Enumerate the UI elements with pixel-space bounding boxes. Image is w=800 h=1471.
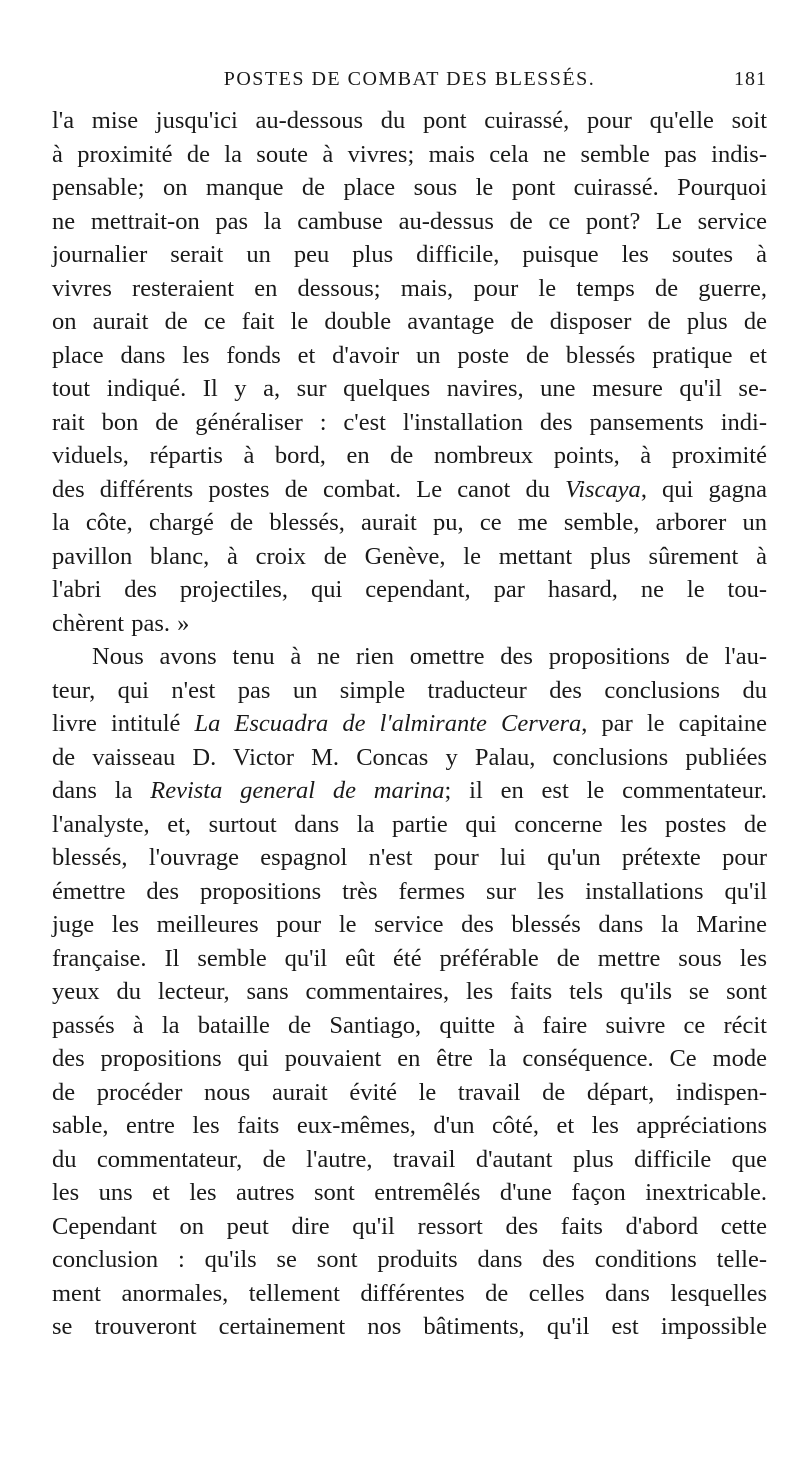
text-line: on aurait de ce fait le double avantage de disposer de plus de	[52, 308, 767, 335]
text-line: à proximité de la soute à vivres; mais cela ne semble pas indis-	[52, 140, 767, 168]
page-number: 181	[734, 68, 767, 90]
text-line: l'analyste, et, surtout dans la partie qui concerne les postes de	[52, 810, 767, 838]
text-line: l'abri des projectiles, qui cependant, par hasard, ne le tou-	[52, 576, 767, 603]
text-line: journalier serait un peu plus difficile, puisque les soutes à	[52, 241, 767, 268]
text-line: yeux du lecteur, sans commentaires, les faits tels qu'ils se sont	[52, 978, 767, 1005]
page-header	[52, 64, 767, 94]
text-line: des différents postes de combat. Le canot du Viscaya, qui gagna	[52, 475, 767, 503]
text-line: pavillon blanc, à croix de Genève, le mettant plus sûrement à	[52, 542, 767, 570]
text-line: émettre des propositions très fermes sur les installations qu'il	[52, 877, 767, 905]
text-line: de procéder nous aurait évité le travail de départ, indispen-	[52, 1078, 767, 1106]
text-line: juge les meilleures pour le service des blessés dans la Marine	[52, 911, 767, 938]
text-line: les uns et les autres sont entremêlés d'une façon inextricable.	[52, 1179, 767, 1206]
text-line: la côte, chargé de blessés, aurait pu, ce me semble, arborer un	[52, 509, 767, 536]
text-line: blessés, l'ouvrage espagnol n'est pour lui qu'un prétexte pour	[52, 844, 767, 871]
text-line: passés à la bataille de Santiago, quitte à faire suivre ce récit	[52, 1011, 767, 1039]
text-line: dans la Revista general de marina; il en est le commentateur.	[52, 777, 767, 804]
text-line: des propositions qui pouvaient en être la conséquence. Ce mode	[52, 1045, 767, 1072]
text-line: du commentateur, de l'autre, travail d'autant plus difficile que	[52, 1145, 767, 1173]
text-line: conclusion : qu'ils se sont produits dans des conditions telle-	[52, 1246, 767, 1273]
text-line: ne mettrait-on pas la cambuse au-dessus de ce pont? Le service	[52, 207, 767, 235]
running-title: POSTES DE COMBAT DES BLESSÉS.	[223, 68, 596, 90]
text-line: Nous avons tenu à ne rien omettre des propositions de l'au-	[92, 643, 767, 670]
text-line: française. Il semble qu'il eût été préférable de mettre sous les	[52, 944, 767, 972]
text-line: pensable; on manque de place sous le pont cuirassé. Pourquoi	[52, 174, 767, 201]
text-line: ment anormales, tellement différentes de celles dans lesquelles	[52, 1279, 767, 1307]
text-line: se trouveront certainement nos bâtiments, qu'il est impossible	[52, 1313, 767, 1340]
text-line: de vaisseau D. Victor M. Concas y Palau, conclusions publiées	[52, 743, 767, 771]
body-text	[52, 104, 767, 1344]
text-line: chèrent pas. »	[52, 609, 190, 637]
text-line: livre intitulé La Escuadra de l'almirante Cervera, par le capitaine	[52, 710, 767, 737]
text-line: vivres resteraient en dessous; mais, pour le temps de guerre,	[52, 274, 767, 302]
text-line: place dans les fonds et d'avoir un poste de blessés pratique et	[52, 341, 767, 369]
italic-title: La Escuadra de l'almirante Cervera	[194, 710, 582, 737]
text-line: Cependant on peut dire qu'il ressort des faits d'abord cette	[52, 1212, 767, 1240]
text-line: tout indiqué. Il y a, sur quelques navires, une mesure qu'il se-	[52, 375, 767, 402]
italic-title: Viscaya	[565, 475, 641, 503]
text-line: viduels, répartis à bord, en de nombreux points, à proximité	[52, 442, 767, 469]
text-line: sable, entre les faits eux-mêmes, d'un côté, et les appréciations	[52, 1112, 767, 1139]
italic-title: Revista general de marina	[150, 777, 445, 804]
text-line: teur, qui n'est pas un simple traducteur des conclusions du	[52, 676, 767, 704]
text-line: rait bon de généraliser : c'est l'installation des pansements indi-	[52, 408, 767, 436]
text-line: l'a mise jusqu'ici au-dessous du pont cuirassé, pour qu'elle soit	[52, 107, 767, 134]
